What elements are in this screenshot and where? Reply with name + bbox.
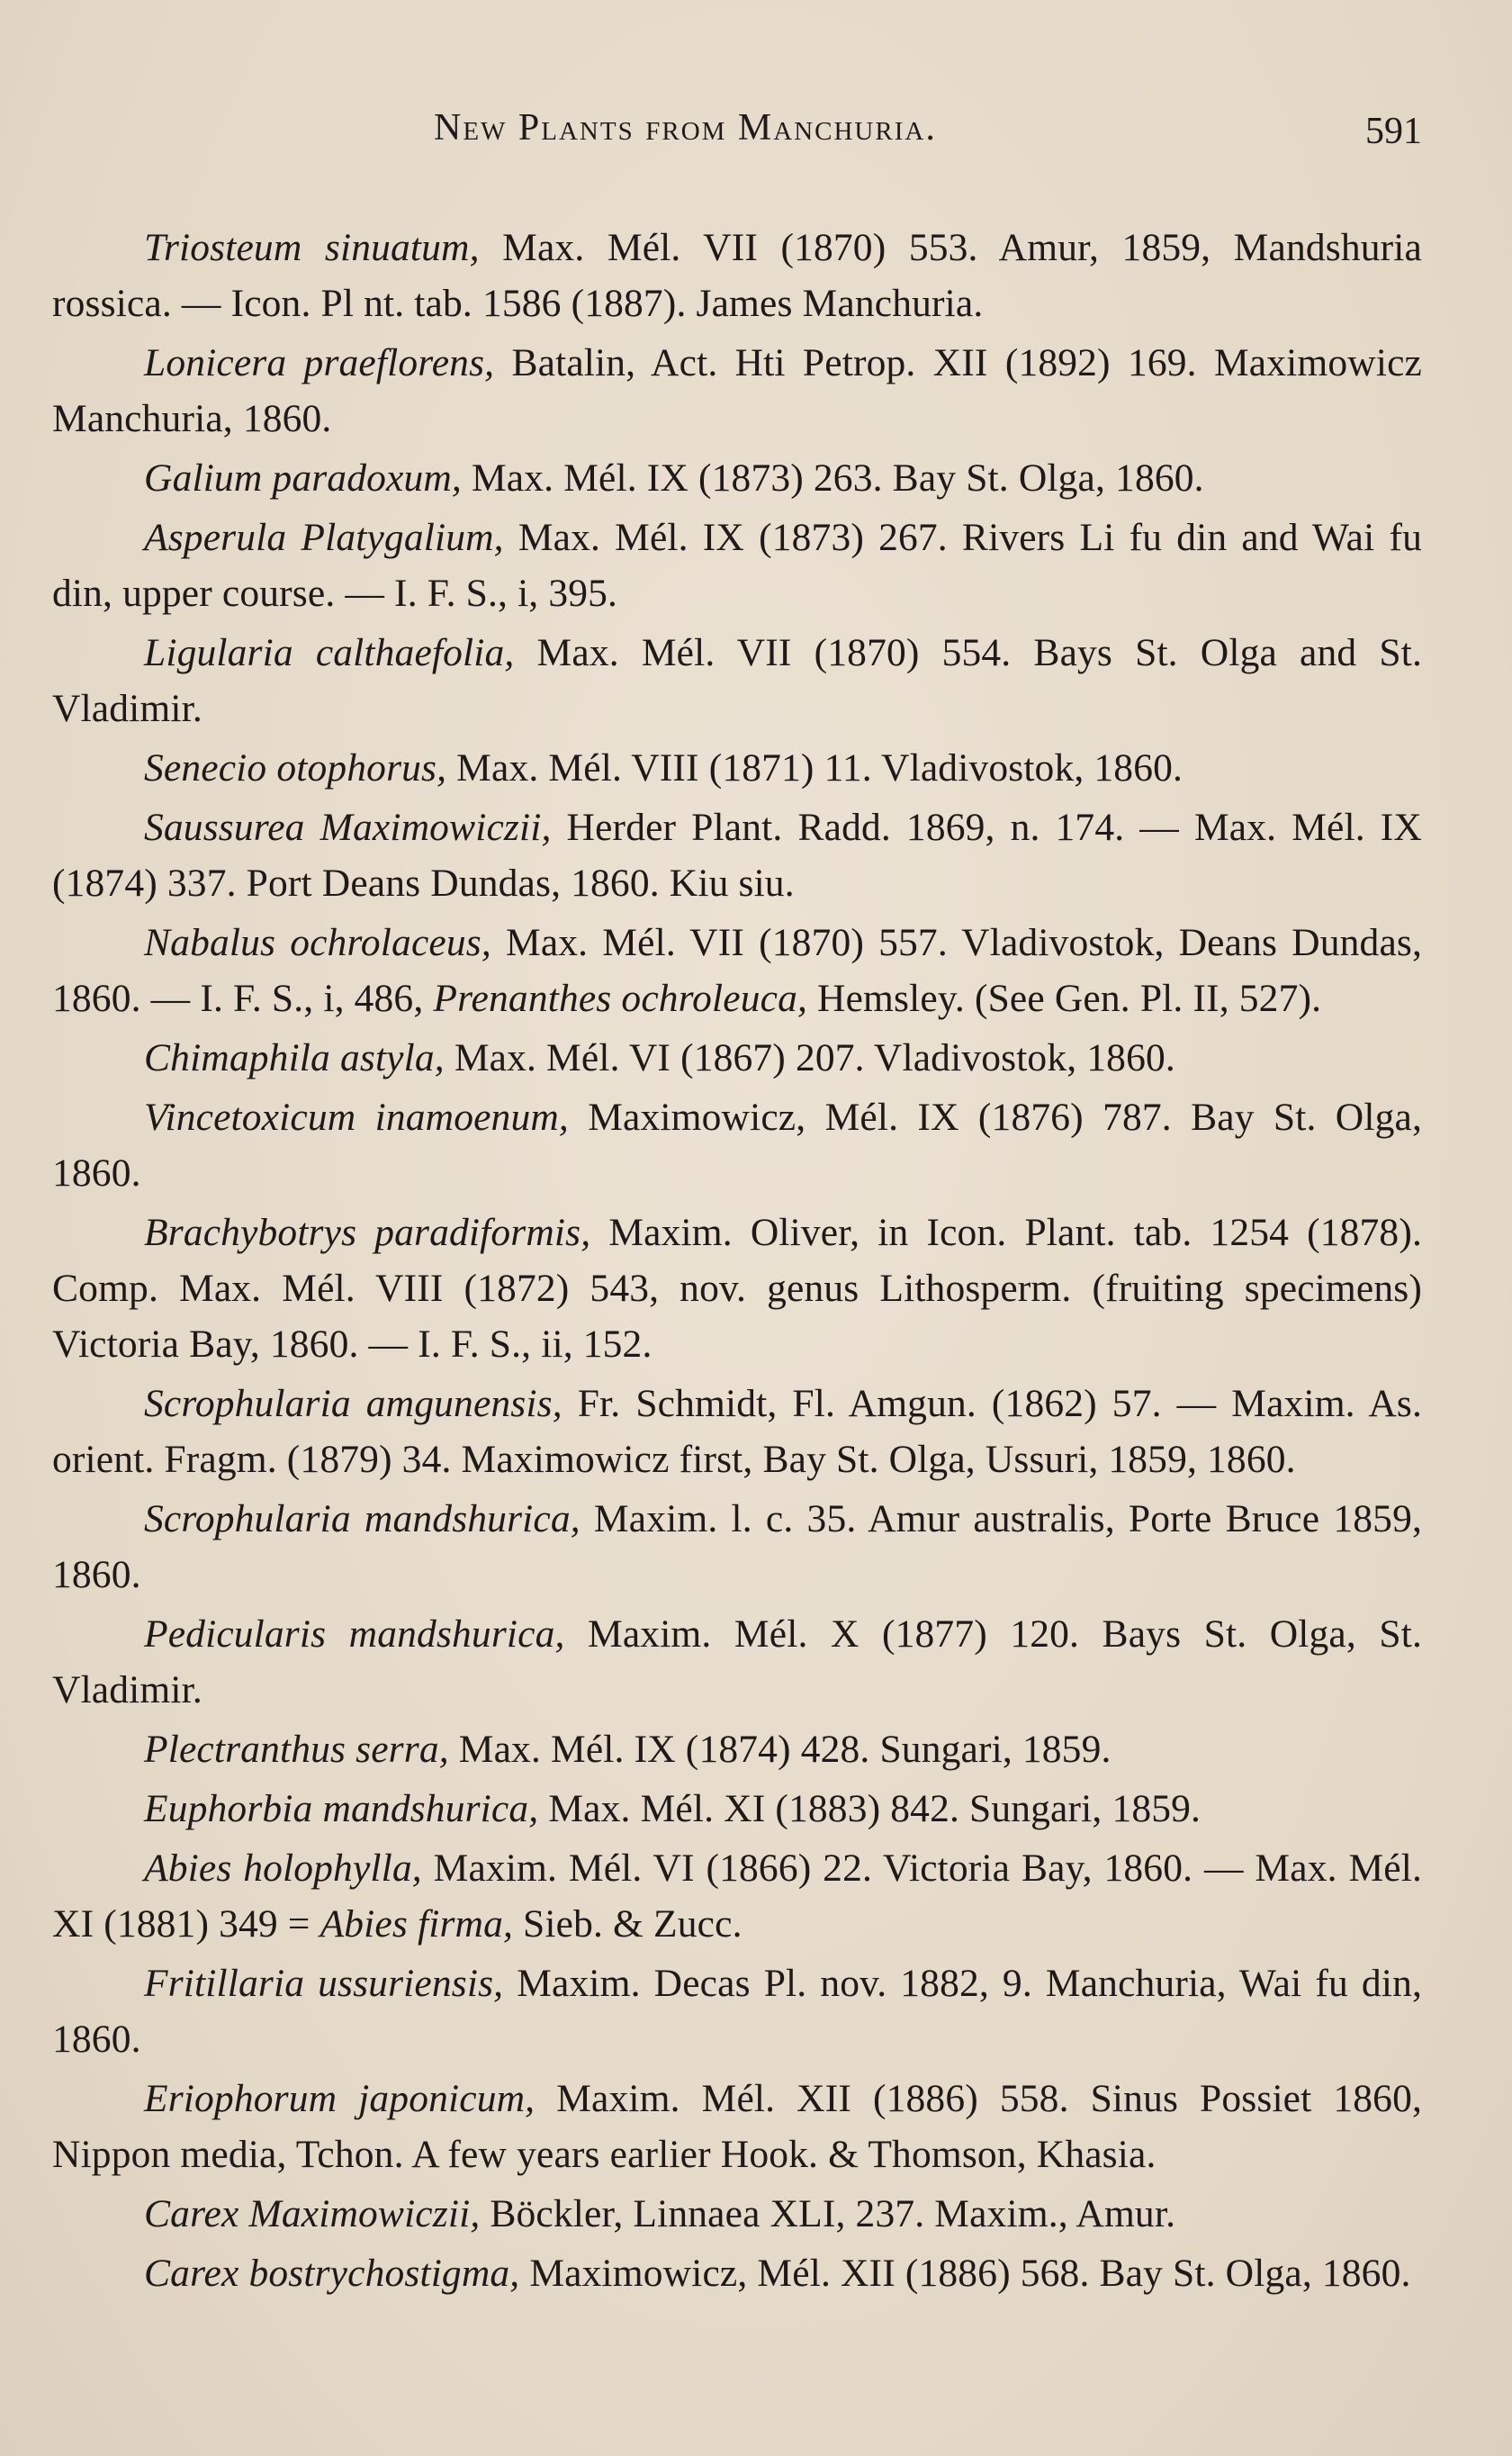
species-entry: [52, 1376, 1422, 1487]
species-entry: [52, 2186, 1422, 2242]
species-entry: [52, 510, 1422, 621]
species-list: [52, 220, 1422, 2301]
entry-text: Max. Mél. VII (1870) 554. Bays St. Olga and St. Vladimir.: [52, 631, 1422, 730]
species-entry: [52, 1721, 1422, 1777]
species-name: Brachybotrys paradiformis,: [144, 1211, 591, 1254]
synonym-name: Prenanthes ochroleuca,: [433, 977, 808, 1020]
species-entry: [52, 915, 1422, 1026]
species-name: Carex bostrychostigma,: [144, 2252, 520, 2295]
entry-text: Herder Plant. Radd. 1869, n. 174. — Max. Mél. IX (1874) 337. Port Deans Dundas, 1860. Kiu siu.: [52, 806, 1422, 905]
entry-text: Maxim. Mél. XII (1886) 558. Sinus Possiet 1860, Nippon media, Tchon. A few years earlier Hook. & Thomson, Khasia.: [52, 2077, 1422, 2176]
entry-text: Max. Mél. VIII (1871) 11. Vladivostok, 1860.: [446, 746, 1184, 790]
running-head: [52, 106, 1422, 169]
species-entry: [52, 2071, 1422, 2182]
species-entry: [52, 625, 1422, 736]
species-name: Carex Maximowiczii,: [144, 2192, 481, 2235]
entry-text-continued: Sieb. & Zucc.: [513, 1902, 742, 1946]
species-name: Scrophularia mandshurica,: [144, 1497, 580, 1540]
species-entry: [52, 1955, 1422, 2067]
species-name: Pedicularis mandshurica,: [144, 1612, 565, 1656]
entry-text: Maxim. l. c. 35. Amur australis, Porte Bruce 1859, 1860.: [52, 1497, 1422, 1596]
entry-text: Max. Mél. IX (1873) 263. Bay St. Olga, 1860.: [461, 456, 1204, 500]
entry-text: Batalin, Act. Hti Petrop. XII (1892) 169. Maximowicz Manchuria, 1860.: [52, 341, 1422, 440]
species-name: Abies holophylla,: [144, 1847, 422, 1890]
species-name: Chimaphila astyla,: [144, 1036, 445, 1079]
entry-text-continued: Hemsley. (See Gen. Pl. II, 527).: [807, 977, 1322, 1020]
entry-text: Maxim. Decas Pl. nov. 1882, 9. Manchuria, Wai fu din, 1860.: [52, 1962, 1422, 2061]
species-name: Vincetoxicum inamoenum,: [144, 1096, 569, 1139]
species-entry: [52, 1606, 1422, 1718]
species-entry: [52, 799, 1422, 911]
entry-text: Max. Mél. VII (1870) 553. Amur, 1859, Mandshuria rossica. — Icon. Pl nt. tab. 1586 (1887). James Manchuria.: [52, 226, 1422, 325]
species-name: Ligularia calthaefolia,: [144, 631, 515, 674]
species-entry: [52, 1030, 1422, 1086]
species-name: Eriophorum japonicum,: [144, 2077, 536, 2120]
entry-text: Max. Mél. IX (1873) 267. Rivers Li fu din and Wai fu din, upper course. — I. F. S., i, 395.: [52, 516, 1423, 615]
species-name: Euphorbia mandshurica,: [144, 1787, 539, 1830]
entry-text: Maximowicz, Mél. IX (1876) 787. Bay St. Olga, 1860.: [52, 1096, 1422, 1195]
species-entry: [52, 335, 1422, 447]
species-name: Asperula Platygalium,: [144, 516, 504, 559]
species-name: Galium paradoxum,: [144, 456, 462, 500]
entry-text: Max. Mél. IX (1874) 428. Sungari, 1859.: [448, 1728, 1112, 1771]
entry-text: Max. Mél. XI (1883) 842. Sungari, 1859.: [538, 1787, 1202, 1830]
species-entry: [52, 1840, 1422, 1952]
species-entry: [52, 1205, 1422, 1372]
entry-text: Maxim. Oliver, in Icon. Plant. tab. 1254 (1878). Comp. Max. Mél. VIII (1872) 543, nov. genus Lithosperm. (fruiting specimens) Victoria Bay, 1860. — I. F. S., ii, 152.: [52, 1211, 1422, 1366]
species-entry: [52, 1089, 1422, 1201]
entry-text: Max. Mél. VII (1870) 557. Vladivostok, Deans Dundas, 1860. — I. F. S., i, 486,: [52, 921, 1423, 1020]
species-entry: [52, 2245, 1422, 2301]
species-entry: [52, 1491, 1422, 1603]
page-number: 591: [1365, 111, 1422, 152]
species-name: Senecio otophorus,: [144, 746, 447, 790]
species-name: Plectranthus serra,: [144, 1728, 449, 1771]
species-name: Triosteum sinuatum,: [144, 226, 480, 269]
running-title: New Plants from Manchuria.: [434, 107, 937, 149]
species-name: Fritillaria ussuriensis,: [144, 1962, 504, 2005]
species-entry: [52, 1781, 1422, 1837]
entry-text: Maxim. Mél. X (1877) 120. Bays St. Olga, St. Vladimir.: [52, 1612, 1422, 1711]
species-name: Saussurea Maximowiczii,: [144, 806, 552, 849]
species-name: Lonicera praeflorens,: [144, 341, 495, 384]
entry-text: Maxim. Mél. VI (1866) 22. Victoria Bay, 1860. — Max. Mél. XI (1881) 349 =: [52, 1847, 1422, 1946]
species-entry: [52, 450, 1422, 506]
species-name: Nabalus ochrolaceus,: [144, 921, 491, 964]
species-name: Scrophularia amgunensis,: [144, 1382, 562, 1425]
entry-text: Böckler, Linnaea XLI, 237. Maxim., Amur.: [480, 2192, 1176, 2235]
entry-text: Maximowicz, Mél. XII (1886) 568. Bay St. Olga, 1860.: [519, 2252, 1411, 2295]
entry-text: Max. Mél. VI (1867) 207. Vladivostok, 1860.: [444, 1036, 1175, 1079]
species-entry: [52, 220, 1422, 331]
synonym-name: Abies firma,: [320, 1902, 514, 1946]
entry-text: Fr. Schmidt, Fl. Amgun. (1862) 57. — Maxim. As. orient. Fragm. (1879) 34. Maximowicz first, Bay St. Olga, Ussuri, 1859, 1860.: [52, 1382, 1422, 1481]
species-entry: [52, 740, 1422, 796]
